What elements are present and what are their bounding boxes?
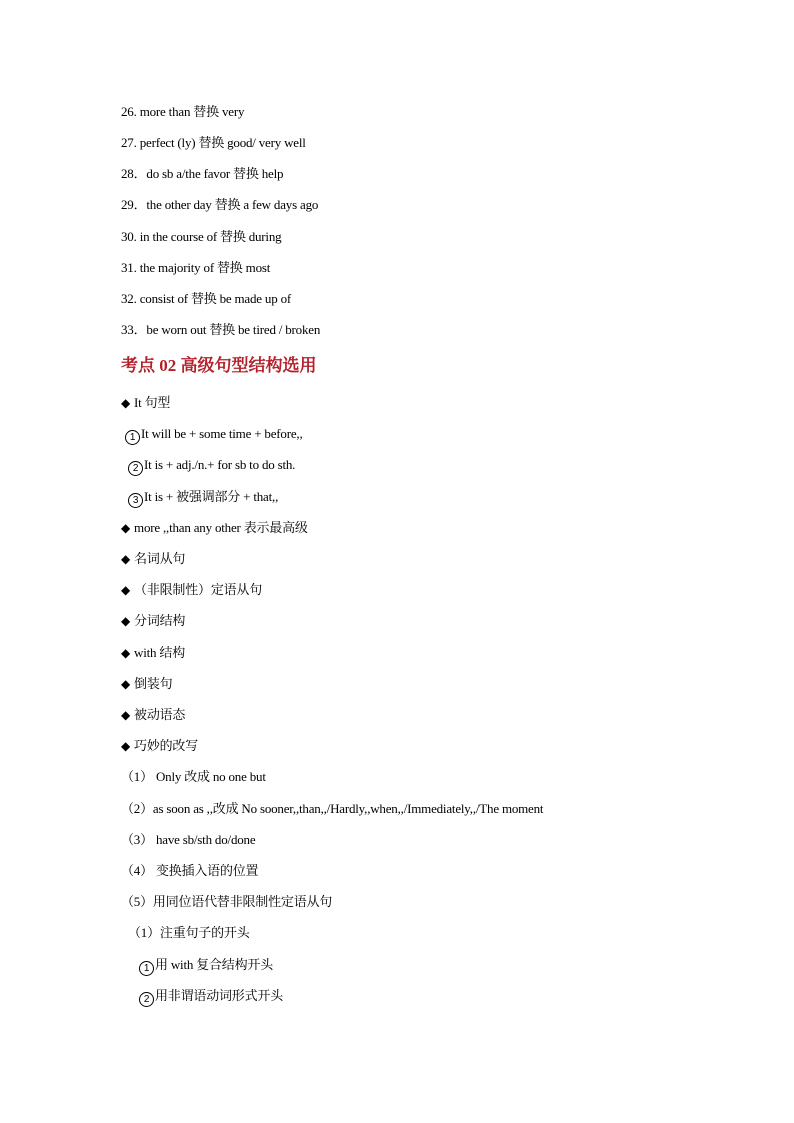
bullet-label: 分词结构 [134,613,186,628]
bullet-label: 倒装句 [134,676,173,691]
diamond-bullet-icon: ◆ [121,739,131,753]
list-item-27: 27. perfect (ly) 替换 good/ very well [121,135,306,150]
bullet-it-pattern [121,394,170,412]
diamond-bullet-icon: ◆ [121,583,131,597]
rewrite-item-1: （1） Only 改成 no one but [121,769,266,784]
bullet-superlative [121,519,308,537]
diamond-bullet-icon: ◆ [121,521,131,535]
bullet-label: （非限制性）定语从句 [134,582,263,597]
circled-number-2-icon: 2 [139,992,154,1007]
bullet-label: 被动语态 [134,707,186,722]
circled-number-1-icon: 1 [139,961,154,976]
bullet-label: more ,,than any other 表示最高级 [134,520,308,535]
diamond-bullet-icon: ◆ [121,614,131,628]
bullet-label: with 结构 [134,645,185,660]
opening-item-1 [139,956,273,976]
bullet-attributive-clause [121,581,262,599]
rewrite-item-3: （3） have sb/sth do/done [121,832,256,847]
it-pattern-item-3 [128,488,278,508]
bullet-participle [121,612,185,630]
it-pattern-text-3: It is + 被强调部分 + that,, [144,489,279,504]
it-pattern-item-2 [128,456,295,476]
opening-text-2: 用非谓语动词形式开头 [155,988,284,1003]
bullet-label: It 句型 [134,395,171,410]
diamond-bullet-icon: ◆ [121,646,131,660]
it-pattern-text-1: It will be + some time + before,, [141,426,303,441]
list-item-31: 31. the majority of 替换 most [121,260,271,275]
list-item-28: 28．do sb a/the favor 替换 help [121,166,284,181]
bullet-passive-voice [121,706,185,724]
bullet-label: 名词从句 [134,551,186,566]
circled-number-2-icon: 2 [128,461,143,476]
list-item-32: 32. consist of 替换 be made up of [121,291,291,306]
section-heading: 考点 02 高级句型结构选用 [121,356,317,375]
bullet-clever-rewrite [121,737,198,755]
it-pattern-item-1 [125,425,303,445]
bullet-inversion [121,675,172,693]
bullet-label: 巧妙的改写 [134,738,199,753]
rewrite-item-2: （2）as soon as ,,改成 No sooner,,than,,/Hardly,,when,,/Immediately,,/The moment [121,801,544,816]
circled-number-1-icon: 1 [125,430,140,445]
rewrite-item-5: （5）用同位语代替非限制性定语从句 [121,894,333,909]
it-pattern-text-2: It is + adj./n.+ for sb to do sth. [144,457,296,472]
list-item-29: 29．the other day 替换 a few days ago [121,197,319,212]
diamond-bullet-icon: ◆ [121,677,131,691]
diamond-bullet-icon: ◆ [121,708,131,722]
bullet-with-structure [121,644,185,662]
diamond-bullet-icon: ◆ [121,396,131,410]
rewrite-item-4: （4） 变换插入语的位置 [121,863,259,878]
openings-title: （1）注重句子的开头 [128,925,250,940]
list-item-33: 33．be worn out 替换 be tired / broken [121,322,321,337]
diamond-bullet-icon: ◆ [121,552,131,566]
opening-item-2 [139,987,283,1007]
bullet-noun-clause [121,550,185,568]
circled-number-3-icon: 3 [128,493,143,508]
list-item-26: 26. more than 替换 very [121,104,245,119]
opening-text-1: 用 with 复合结构开头 [155,957,274,972]
list-item-30: 30. in the course of 替换 during [121,229,282,244]
